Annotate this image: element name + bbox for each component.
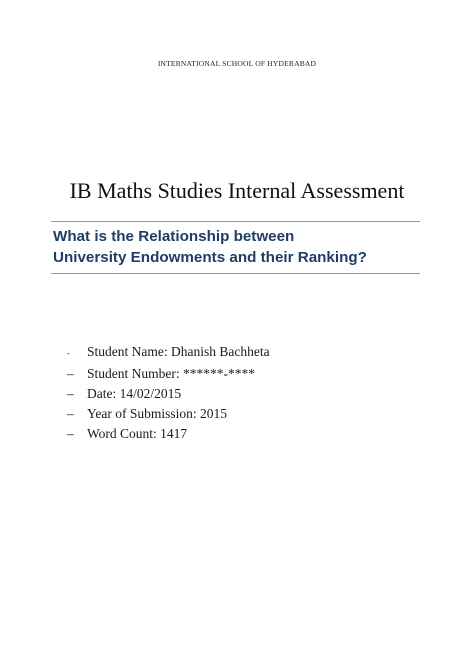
list-item <box>67 384 270 404</box>
bullet-dash: – <box>67 406 74 421</box>
bullet-dash: – <box>67 426 74 441</box>
research-question <box>53 226 423 268</box>
list-item <box>67 424 270 444</box>
student-number: Student Number: ******-**** <box>87 366 255 381</box>
research-question-line-2: University Endowments and their Ranking? <box>53 249 367 266</box>
bullet-dash: - <box>67 349 70 358</box>
student-name: Student Name: Dhanish Bachheta <box>87 344 270 359</box>
bullet-dash: – <box>67 366 74 381</box>
subtitle-top-rule <box>51 221 420 222</box>
submission-date: Date: 14/02/2015 <box>87 386 182 401</box>
bullet-dash: – <box>67 386 74 401</box>
year-of-submission: Year of Submission: 2015 <box>87 406 228 421</box>
document-title: IB Maths Studies Internal Assessment <box>69 178 405 203</box>
research-question-line-1: What is the Relationship between <box>53 228 295 245</box>
subtitle-bottom-rule <box>51 273 420 274</box>
school-header: INTERNATIONAL SCHOOL OF HYDERABAD <box>157 59 317 68</box>
list-item <box>67 404 270 424</box>
list-item <box>67 342 270 364</box>
word-count: Word Count: 1417 <box>87 426 188 441</box>
student-details-list <box>67 342 270 444</box>
list-item <box>67 364 270 384</box>
